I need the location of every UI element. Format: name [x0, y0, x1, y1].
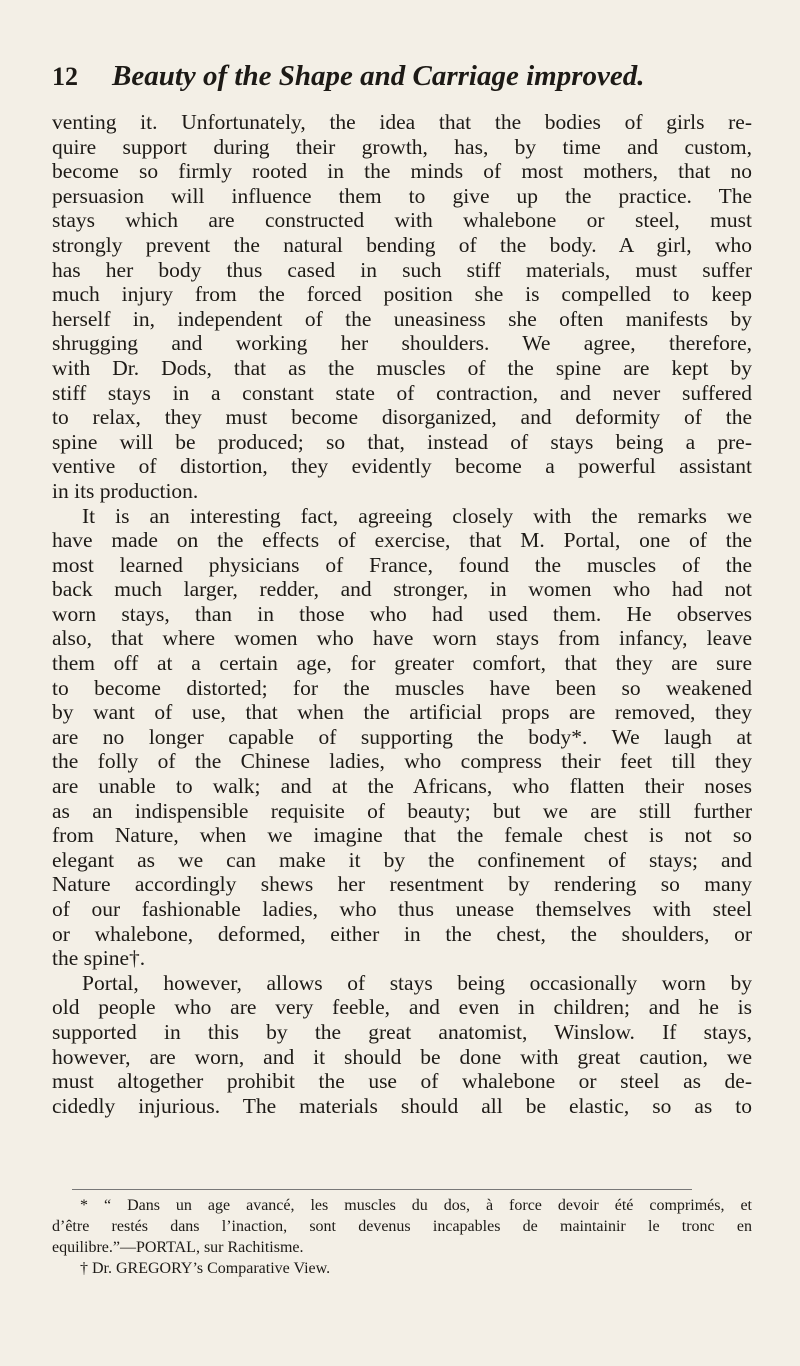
footnotes [52, 1195, 752, 1279]
footnote-line: equilibre.”—PORTAL, sur Rachitisme. [52, 1239, 304, 1256]
footnote-line: * “ Dans un age avancé, les muscles du dos, à force devoir été comprimés, et [80, 1197, 752, 1214]
footnote-line: d’être restés dans l’inaction, sont devenus incapables de maintainir le tronc en [52, 1218, 752, 1235]
text-line: cidedly injurious. The materials should all be elastic, so as to [52, 1093, 752, 1118]
text-line: It is an interesting fact, agreeing closely with the remarks we [82, 503, 752, 528]
text-line: are no longer capable of supporting the body*. We laugh at [52, 724, 752, 749]
footnote-line: † Dr. GREGORY’s Comparative View. [80, 1260, 331, 1277]
page-header [52, 60, 752, 100]
text-line: stiff stays in a constant state of contraction, and never suffered [52, 380, 752, 405]
text-line: shrugging and working her shoulders. We agree, therefore, [52, 331, 752, 356]
text-line: supported in this by the great anatomist, Winslow. If stays, [52, 1019, 752, 1044]
text-line: the spine†. [52, 946, 146, 971]
footnote-divider [72, 1189, 692, 1190]
text-line: become so firmly rooted in the minds of most mothers, that no [52, 159, 752, 184]
body-text [52, 110, 752, 1118]
text-line: most learned physicians of France, found the muscles of the [52, 552, 752, 577]
text-line: spine will be produced; so that, instead of stays being a pre- [52, 429, 752, 454]
text-line: quire support during their growth, has, by time and custom, [52, 134, 752, 159]
text-line: worn stays, than in those who had used them. He observes [52, 601, 752, 626]
text-line: must altogether prohibit the use of whalebone or steel as de- [52, 1069, 752, 1094]
text-line: to become distorted; for the muscles have been so weakened [52, 675, 752, 700]
text-line: in its production. [52, 478, 199, 503]
text-line: stays which are constructed with whalebone or steel, must [52, 208, 752, 233]
text-line: venting it. Unfortunately, the idea that the bodies of girls re- [52, 110, 752, 134]
text-line: much injury from the forced position she is compelled to keep [52, 282, 752, 307]
text-line: with Dr. Dods, that as the muscles of the spine are kept by [52, 355, 752, 380]
text-line: however, are worn, and it should be done with great caution, we [52, 1044, 752, 1069]
text-line: Nature accordingly shews her resentment by rendering so many [52, 872, 752, 897]
running-title: Beauty of the Shape and Carriage improved. [112, 60, 645, 92]
text-line: strongly prevent the natural bending of the body. A girl, who [52, 232, 752, 257]
text-line: persuasion will influence them to give up the practice. The [52, 183, 752, 208]
text-line: Portal, however, allows of stays being occasionally worn by [82, 970, 752, 995]
text-line: old people who are very feeble, and even in children; and he is [52, 995, 752, 1020]
text-line: to relax, they must become disorganized, and deformity of the [52, 405, 752, 430]
text-line: herself in, independent of the uneasiness she often manifests by [52, 306, 752, 331]
text-line: from Nature, when we imagine that the female chest is not so [52, 823, 752, 848]
text-line: the folly of the Chinese ladies, who compress their feet till they [52, 749, 752, 774]
text-line: or whalebone, deformed, either in the chest, the shoulders, or [52, 921, 752, 946]
text-line: of our fashionable ladies, who thus unease themselves with steel [52, 897, 752, 921]
text-line: has her body thus cased in such stiff materials, must suffer [52, 257, 752, 282]
text-line: elegant as we can make it by the confinement of stays; and [52, 847, 752, 872]
text-line: are unable to walk; and at the Africans, who flatten their noses [52, 774, 752, 799]
page-number: 12 [52, 62, 78, 91]
text-line: have made on the effects of exercise, that M. Portal, one of the [52, 528, 752, 553]
text-line: also, that where women who have worn stays from infancy, leave [52, 626, 752, 651]
text-line: as an indispensible requisite of beauty; but we are still further [52, 798, 752, 823]
text-line: by want of use, that when the artificial props are removed, they [52, 700, 752, 725]
text-line: ventive of distortion, they evidently become a powerful assistant [52, 454, 752, 479]
text-line: back much larger, redder, and stronger, in women who had not [52, 577, 752, 602]
text-line: them off at a certain age, for greater comfort, that they are sure [52, 651, 752, 676]
